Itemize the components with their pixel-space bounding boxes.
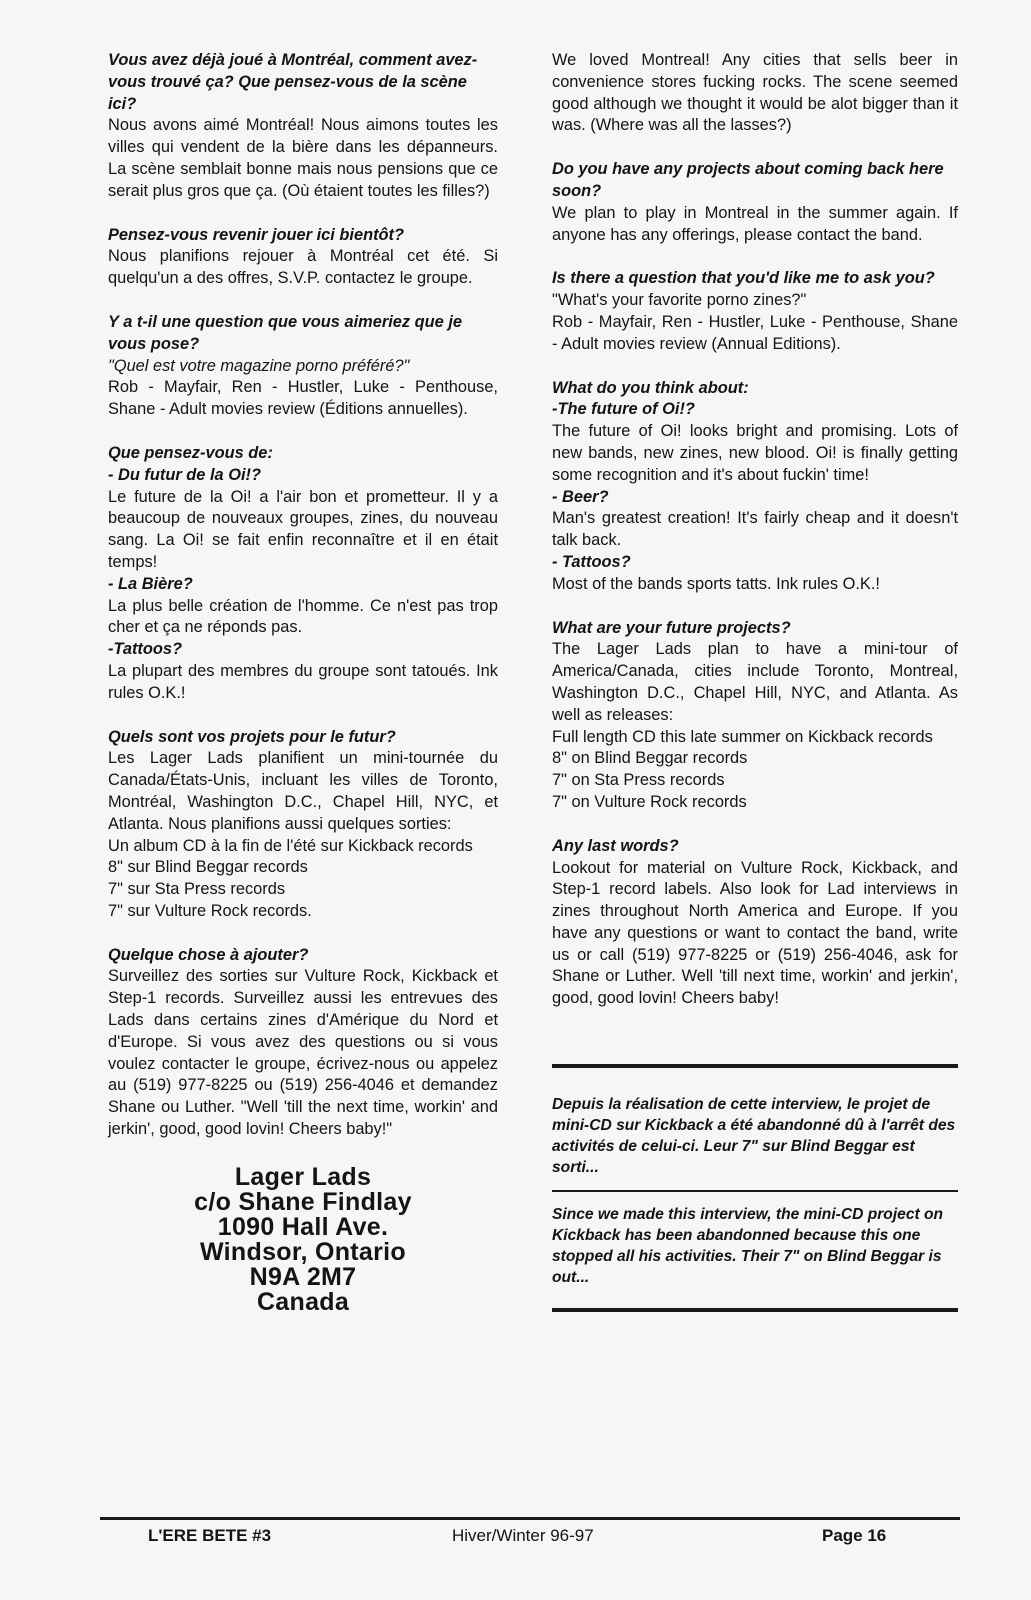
footer-divider (100, 1517, 960, 1520)
subquestion-beer-fr: - La Bière? (108, 574, 193, 593)
address-line: N9A 2M7 (249, 1262, 357, 1291)
answer-ask-quote-en: "What's your favorite porno zines?" (552, 291, 807, 310)
address-line: Windsor, Ontario (200, 1237, 406, 1266)
subquestion-oi-en: -The future of Oi!? (552, 400, 695, 419)
address-line: 1090 Hall Ave. (217, 1212, 389, 1241)
answer-beer-fr: La plus belle création de l'homme. Ce n'est pas trop cher et ça ne réponds pas. (108, 596, 498, 637)
question-ask-fr: Y a t-il une question que vous aimeriez que je vous pose? (108, 312, 462, 353)
release-item: 7" sur Vulture Rock records. (108, 901, 312, 920)
release-item: 8" on Blind Beggar records (552, 749, 748, 768)
release-item: Full length CD this late summer on Kickback records (552, 727, 933, 746)
release-item: Un album CD à la fin de l'été sur Kickback records (108, 836, 473, 855)
question-projects-en: What are your future projects? (552, 618, 791, 637)
english-column (552, 50, 958, 1312)
update-notice-fr: Depuis la réalisation de cette interview, le projet de mini-CD sur Kickback a été abandonné dû à l'arrêt des activités de celui-ci. Leur 7" sur Blind Beggar est sorti... (552, 1096, 956, 1177)
release-item: 8" sur Blind Beggar records (108, 858, 308, 877)
question-montreal-fr: Vous avez déjà joué à Montréal, comment avez-vous trouvé ça? Que pensez-vous de la scène ici? (108, 51, 478, 113)
magazine-title: L'ERE BETE #3 (148, 1526, 272, 1545)
question-last-words-en: Any last words? (552, 836, 679, 855)
page-number: Page 16 (822, 1526, 887, 1545)
address-line: c/o Shane Findlay (194, 1187, 412, 1216)
answer-tattoos-fr: La plupart des membres du groupe sont tatoués. Ink rules O.K.! (108, 661, 498, 702)
update-notice-en: Since we made this interview, the mini-CD project on Kickback has been abandonned because this one stopped all his activities. Their 7" on Blind Beggar is out... (552, 1206, 944, 1287)
question-ask-en: Is there a question that you'd like me to ask you? (552, 269, 935, 288)
page-footer (100, 1526, 960, 1550)
release-item: 7" on Vulture Rock records (552, 792, 747, 811)
divider (552, 1308, 958, 1312)
answer-ask-fr: Rob - Mayfair, Ren - Hustler, Luke - Penthouse, Shane - Adult movies review (Éditions annuelles). (108, 378, 498, 419)
answer-ask-quote-fr: "Quel est votre magazine porno préféré?" (108, 356, 410, 375)
release-item: 7" on Sta Press records (552, 771, 725, 790)
answer-last-words-fr: Surveillez des sorties sur Vulture Rock, Kickback et Step-1 records. Surveillez aussi les entrevues des Lads dans certains zines d'Amérique du Nord et d'Europe. Si vous avez des questions ou si vous voulez contacter le groupe, écrivez-nous ou appelez au (519) 977-8225 ou (519) 256-4046 et demandez Shane ou Luther. "Well 'till the next time, workin' and jerkin', good, good lovin! Cheers baby!" (108, 967, 498, 1139)
question-projects-fr: Quels sont vos projets pour le futur? (108, 727, 396, 746)
release-item: 7" sur Sta Press records (108, 880, 286, 899)
answer-return-fr: Nous planifions rejouer à Montréal cet été. Si quelqu'un a des offres, S.V.P. contactez le groupe. (108, 247, 498, 288)
issue-date: Hiver/Winter 96-97 (452, 1526, 594, 1545)
address-line: Lager Lads (234, 1162, 372, 1191)
subquestion-tattoos-en: - Tattoos? (552, 552, 631, 571)
subquestion-tattoos-fr: -Tattoos? (108, 640, 183, 659)
answer-oi-en: The future of Oi! looks bright and promising. Lots of new bands, new zines, new blood. Oi! is finally getting some recognition and it's about fuckin' time! (552, 422, 958, 484)
answer-montreal-en: We loved Montreal! Any cities that sells beer in convenience stores fucking rocks. The scene seemed good although we thought it would be alot bigger than it was. (Where was all the lasses?) (552, 51, 958, 135)
answer-beer-en: Man's greatest creation! It's fairly cheap and it doesn't talk back. (552, 509, 958, 550)
subquestion-oi-fr: - Du futur de la Oi!? (108, 465, 261, 484)
answer-projects-en: The Lager Lads plan to have a mini-tour of America/Canada, cities include Toronto, Montreal, Washington D.C., Chapel Hill, NYC, and Atlanta. As well as releases: (552, 640, 958, 724)
question-last-words-fr: Quelque chose à ajouter? (108, 945, 309, 964)
answer-montreal-fr: Nous avons aimé Montréal! Nous aimons toutes les villes qui vendent de la bière dans les dépanneurs. La scène semblait bonne mais nous pensions que ce serait plus gros que ça. (Où étaient toutes les filles?) (108, 116, 498, 200)
answer-ask-en: Rob - Mayfair, Ren - Hustler, Luke - Penthouse, Shane - Adult movies review (Annual Editions). (552, 312, 958, 353)
address-line: Canada (256, 1287, 350, 1316)
question-return-fr: Pensez-vous revenir jouer ici bientôt? (108, 225, 405, 244)
answer-tattoos-en: Most of the bands sports tatts. Ink rules O.K.! (552, 574, 880, 593)
subquestion-beer-en: - Beer? (552, 487, 609, 506)
answer-projects-fr: Les Lager Lads planifient un mini-tournée du Canada/États-Unis, incluant les villes de Toronto, Montréal, Washington D.C., Chapel Hill, NYC, et Atlanta. Nous planifions aussi quelques sorties: (108, 749, 498, 833)
answer-last-words-en: Lookout for material on Vulture Rock, Kickback, and Step-1 record labels. Also look for Lad interviews in zines throughout North America and Europe. If you have any questions or want to contact the band, write us or call (519) 977-8225 or (519) 256-4046, ask for Shane or Luther. Well 'till next time, workin' and jerkin', good, good lovin! Cheers baby! (552, 858, 958, 1008)
answer-return-en: We plan to play in Montreal in the summer again. If anyone has any offerings, please contact the band. (552, 203, 958, 244)
question-opinion-fr: Que pensez-vous de: (108, 443, 273, 462)
french-column (108, 50, 498, 1315)
question-opinion-en: What do you think about: (552, 378, 749, 397)
question-return-en: Do you have any projects about coming back here soon? (552, 160, 944, 200)
band-address (108, 1162, 498, 1316)
answer-oi-fr: Le future de la Oi! a l'air bon et prometteur. Il y a beaucoup de nouveaux groupes, zines, du nouveau sang. La Oi! se fait enfin reconnaître et il en était temps! (108, 487, 498, 571)
